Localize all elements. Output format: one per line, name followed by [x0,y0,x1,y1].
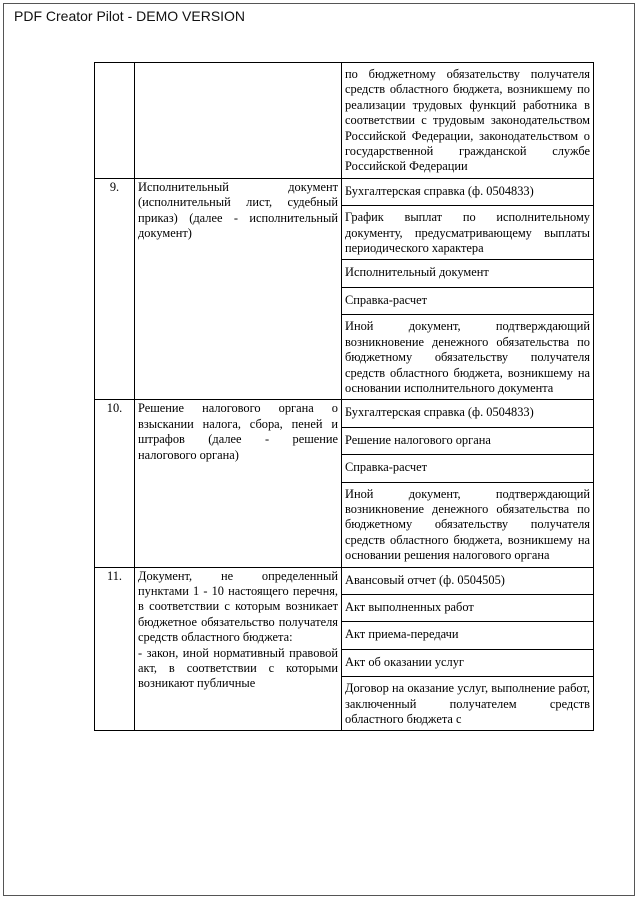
table-row [95,567,594,594]
row-number: 11. [95,567,135,731]
row-document [342,677,594,731]
document-text: Договор на оказание услуг, выполнение работ, заключенный получателем средств областного бюджета с [345,681,590,726]
document-text: Иной документ, подтверждающий возникновение денежного обязательства по бюджетному обязательству получателя средств областного бюджета, возникшему на основании решения налогового органа [345,486,590,563]
document-text: Акт выполненных работ [345,599,474,614]
row-document [342,482,594,567]
row-document [342,594,594,621]
row-document [342,260,594,287]
row-number: 9. [95,178,135,399]
row-document [342,400,594,427]
description-text-item: - закон, иной нормативный правовой акт, в соответствии с которыми возникают публичные [138,645,338,691]
table-row [95,400,594,427]
document-text: Справка-расчет [345,292,427,307]
document-text: Исполнительный документ [345,265,489,280]
row-number: 10. [95,400,135,567]
row-document [342,206,594,260]
table-row [95,63,594,179]
row-document [342,287,594,314]
document-text: Акт об оказании услуг [345,654,464,669]
document-text: Иной документ, подтверждающий возникновение денежного обязательства по бюджетному обязательству получателя средств областного бюджета, возникшему на основании исполнительного документа [345,319,590,395]
demo-watermark: PDF Creator Pilot - DEMO VERSION [14,8,246,24]
row-description [135,63,342,179]
row-number [95,63,135,179]
description-text: Документ, не определенный пунктами 1 - 10 настоящего перечня, в соответствии с которым возникает бюджетное обязательство получателя средств областного бюджета: [138,568,338,645]
document-text: Решение налогового органа [345,432,491,447]
document-text: Авансовый отчет (ф. 0504505) [345,572,505,587]
document-text: Справка-расчет [345,460,427,475]
row-document [342,649,594,676]
row-document [342,455,594,482]
row-document [342,178,594,205]
row-description: Исполнительный документ (исполнительный лист, судебный приказ) (далее - исполнительный документ) [135,178,342,399]
row-document [342,567,594,594]
row-document [342,315,594,400]
document-text: Бухгалтерская справка (ф. 0504833) [345,183,534,198]
row-description: Решение налогового органа о взыскании налога, сбора, пеней и штрафов (далее - решение налогового органа) [135,400,342,567]
row-document [342,622,594,649]
table-row [95,178,594,205]
document-table [94,62,594,731]
row-document [342,63,594,179]
document-text: по бюджетному обязательству получателя средств областного бюджета, возникшему по реализации трудовых функций работника в соответствии с трудовым законодательством Российской Федерации, законодательством о государственной гражданской службе Российской Федерации [345,67,590,174]
document-text: График выплат по исполнительному документу, предусматривающему выплаты периодического характера [345,210,590,256]
row-document [342,427,594,454]
row-description [135,567,342,731]
document-text: Бухгалтерская справка (ф. 0504833) [345,405,534,420]
document-text: Акт приема-передачи [345,627,459,642]
